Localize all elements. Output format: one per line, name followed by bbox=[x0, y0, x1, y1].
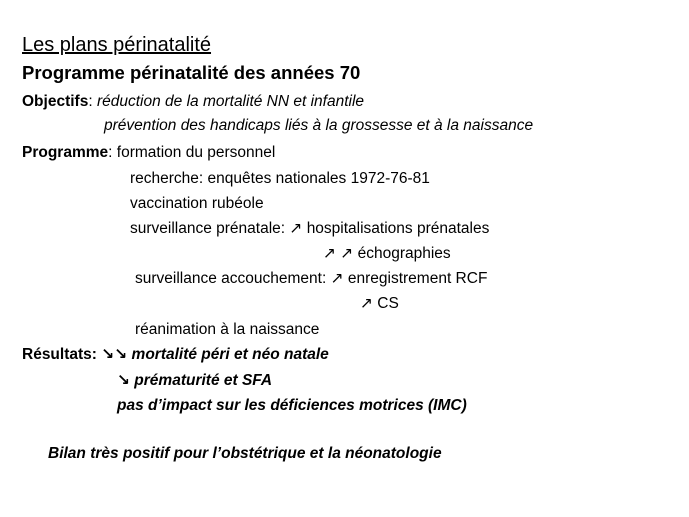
resultats-item-1: ↘↘ mortalité péri et néo natale bbox=[101, 346, 329, 363]
programme-item-1: formation du personnel bbox=[116, 144, 276, 161]
programme-item-6: surveillance accouchement: ↗ enregistrement RCF bbox=[135, 270, 488, 287]
resultats-item-3: pas d’impact sur les déficiences motrices (IMC) bbox=[117, 397, 467, 414]
programme-sep: : bbox=[108, 144, 117, 161]
slide-subtitle: Programme périnatalité des années 70 bbox=[22, 62, 361, 83]
objectifs-label: Objectifs bbox=[22, 93, 89, 110]
objectifs-item-2: prévention des handicaps liés à la grossesse et à la naissance bbox=[104, 117, 534, 134]
objectifs-sep: : bbox=[88, 93, 97, 110]
slide-title: Les plans périnatalité bbox=[22, 34, 212, 56]
resultats-line-1 bbox=[22, 345, 329, 365]
resultats-item-2: ↘ prématurité et SFA bbox=[117, 372, 273, 389]
programme-item-2: recherche: enquêtes nationales 1972-76-81 bbox=[130, 170, 430, 187]
programme-item-4: surveillance prénatale: ↗ hospitalisations prénatales bbox=[130, 220, 490, 237]
programme-item-5: ↗ ↗ échographies bbox=[323, 245, 451, 262]
programme-item-8: réanimation à la naissance bbox=[135, 321, 320, 338]
programme-item-3: vaccination rubéole bbox=[130, 195, 264, 212]
programme-item-7: ↗ CS bbox=[360, 295, 399, 312]
objectifs-line-1 bbox=[22, 92, 364, 112]
objectifs-item-1: réduction de la mortalité NN et infantile bbox=[96, 93, 365, 110]
resultats-label: Résultats: bbox=[22, 346, 102, 363]
programme-line-1 bbox=[22, 143, 275, 163]
programme-label: Programme bbox=[22, 144, 109, 161]
bilan-text: Bilan très positif pour l’obstétrique et la néonatologie bbox=[48, 445, 442, 462]
